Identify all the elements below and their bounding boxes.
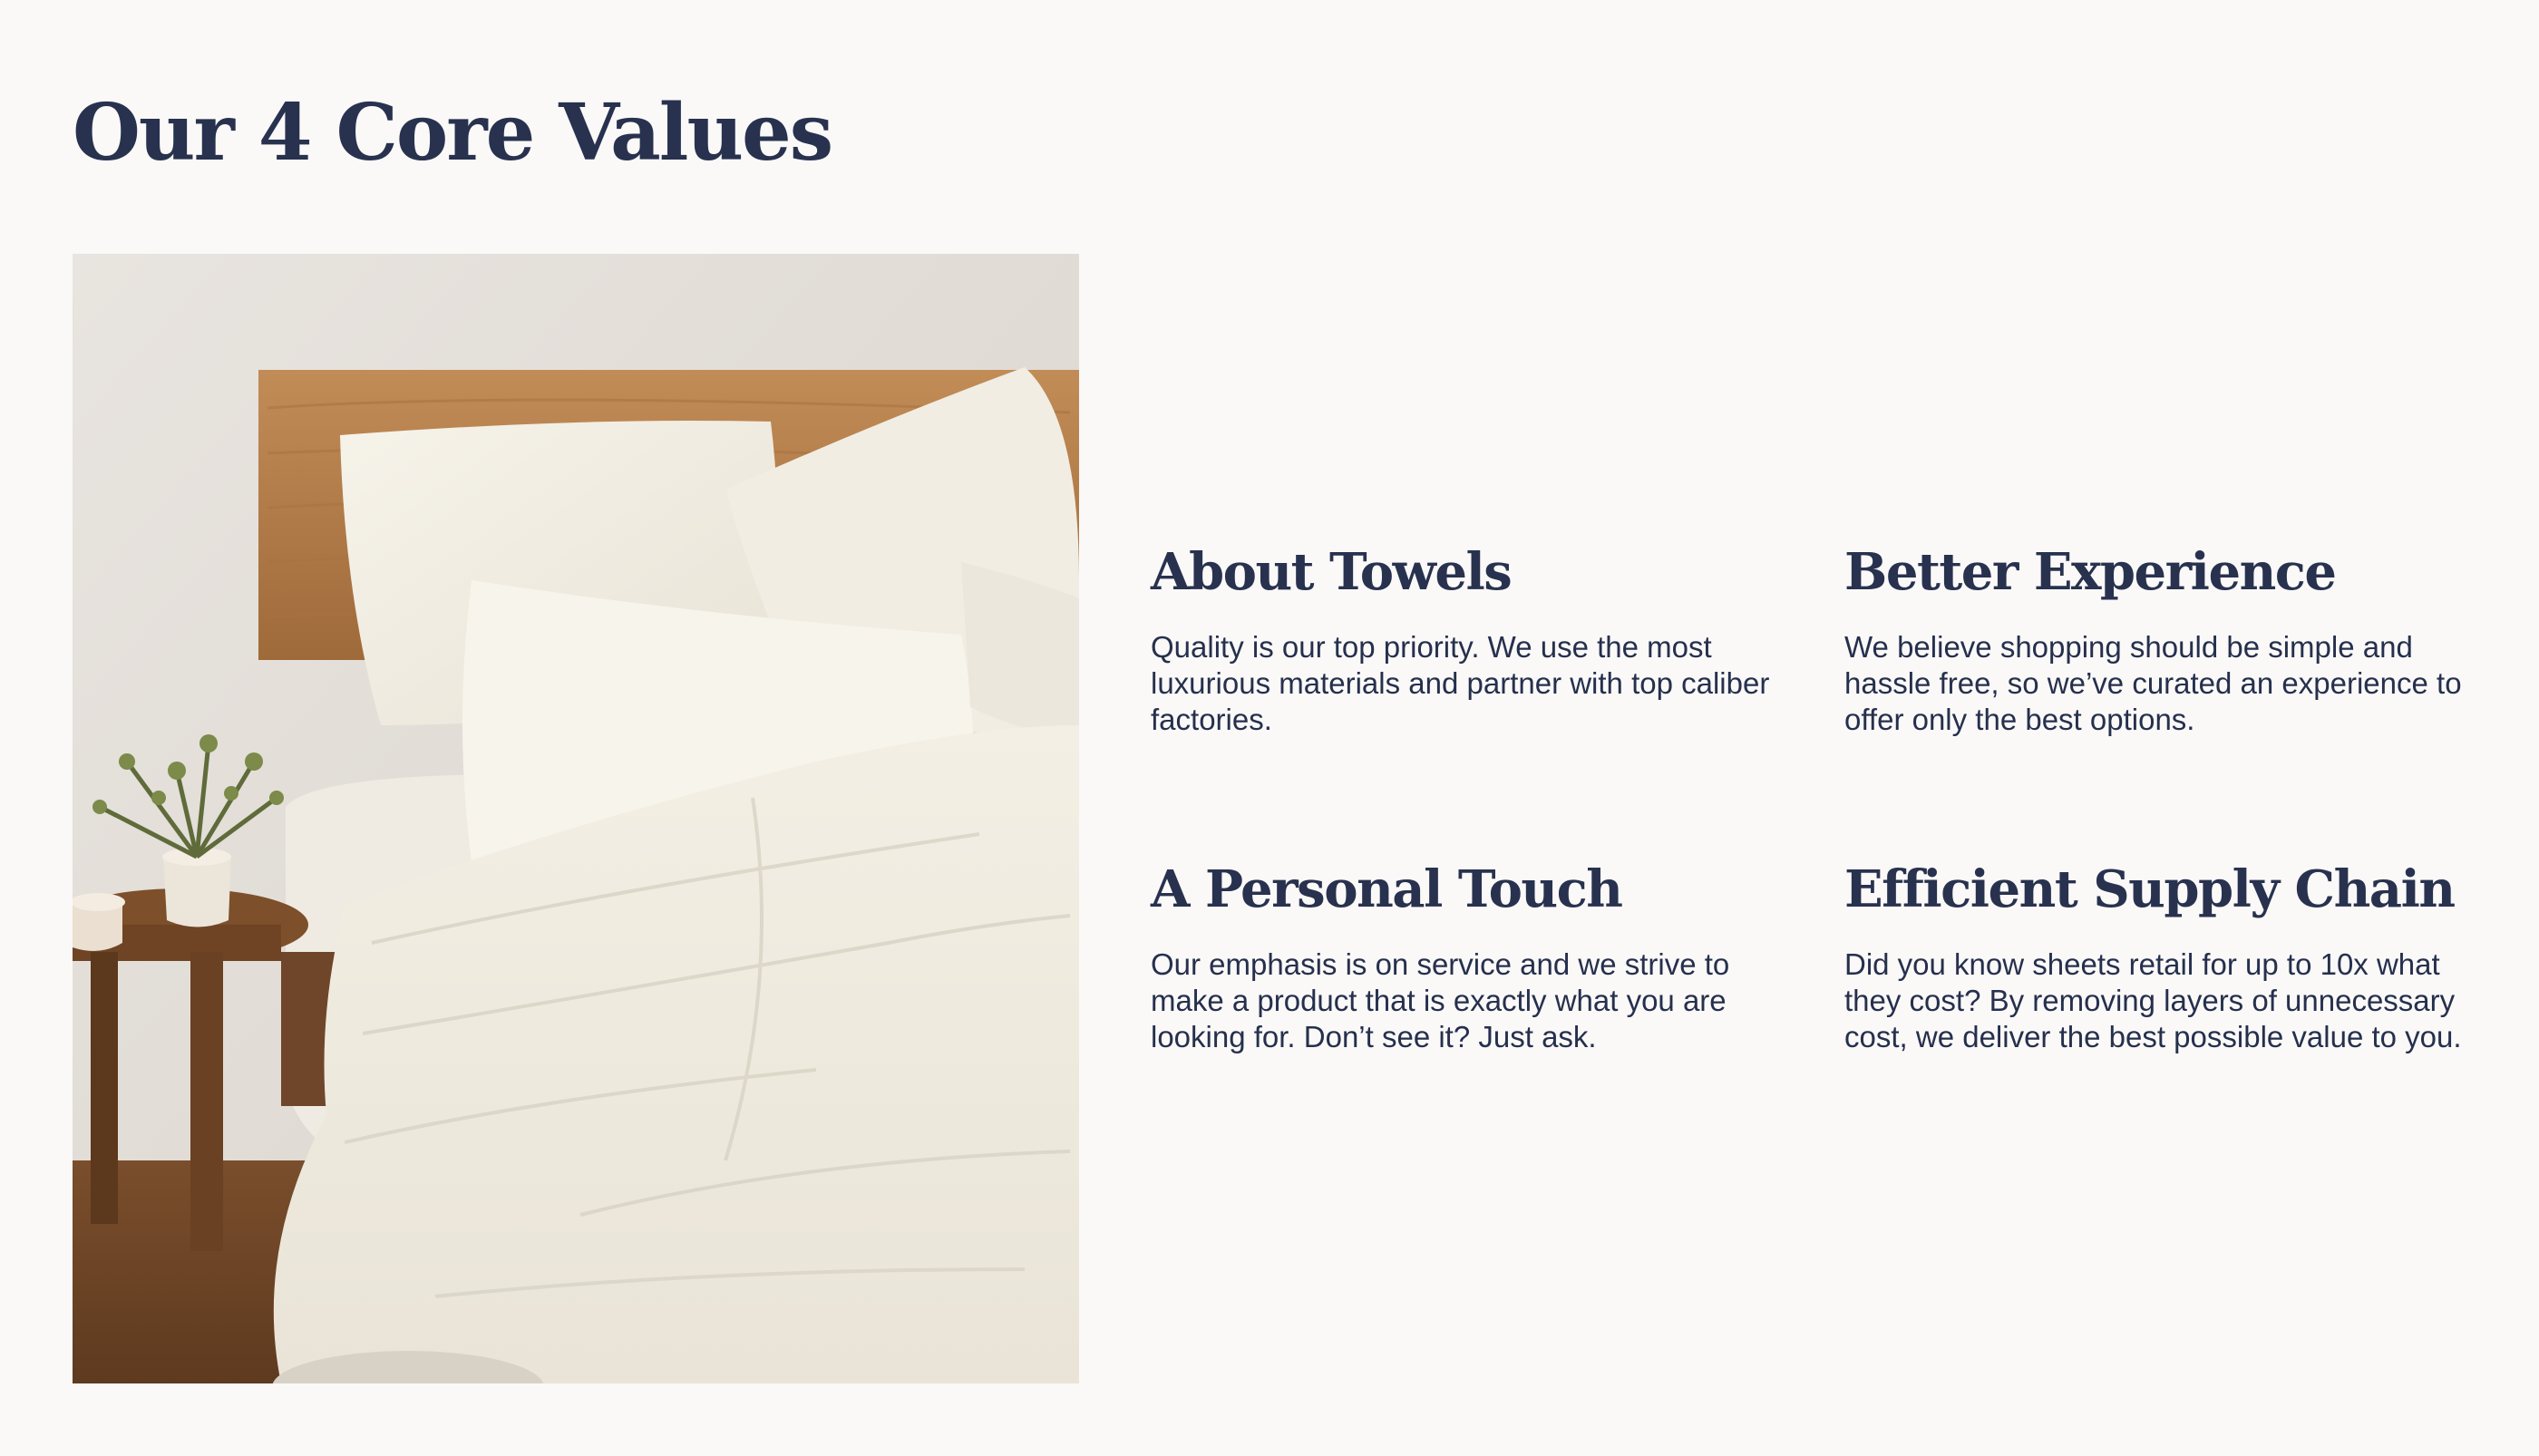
value-description: We believe shopping should be simple and hassle free, so we’ve curated an experience to offer only the best options. <box>1844 630 2462 736</box>
value-card-personal-touch <box>1151 858 1785 1055</box>
hero-image <box>73 254 1079 1383</box>
value-title: Better Experience <box>1844 542 2336 602</box>
value-card-about-towels <box>1151 540 1785 738</box>
value-card-efficient-supply-chain <box>1844 858 2479 1055</box>
page-title: Our 4 Core Values <box>73 87 832 179</box>
bedroom-photo <box>73 254 1079 1383</box>
value-description: Did you know sheets retail for up to 10x what they cost? By removing layers of unnecessary cost, we deliver the best possible value to you. <box>1844 947 2462 1053</box>
value-title: A Personal Touch <box>1151 859 1622 919</box>
value-title: Efficient Supply Chain <box>1844 859 2455 919</box>
value-title: About Towels <box>1151 542 1512 602</box>
value-description: Our emphasis is on service and we strive to make a product that is exactly what you are looking for. Don’t see it? Just ask. <box>1151 947 1730 1053</box>
value-card-better-experience <box>1844 540 2479 738</box>
value-description: Quality is our top priority. We use the most luxurious materials and partner with top caliber factories. <box>1151 630 1770 736</box>
